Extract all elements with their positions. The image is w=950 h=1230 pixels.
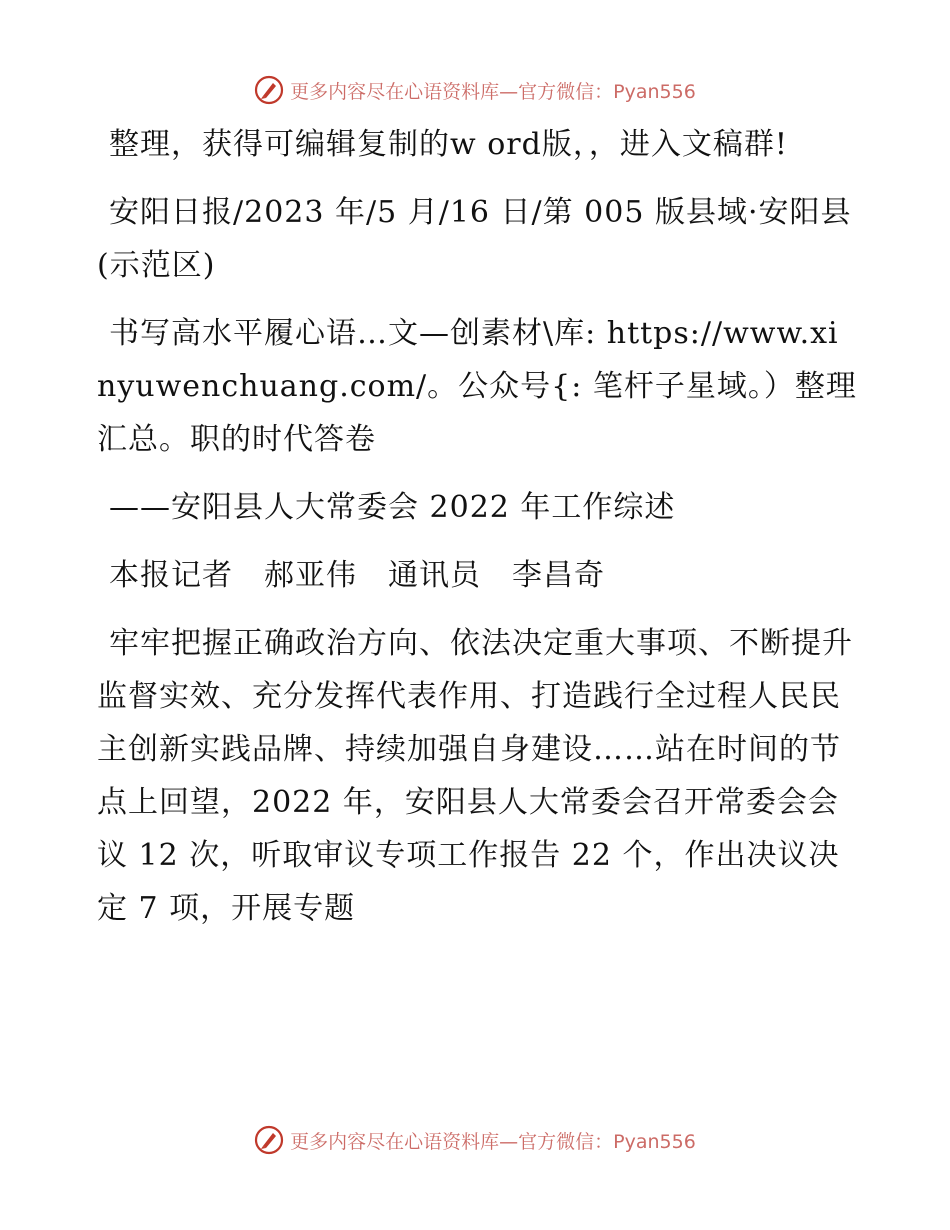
footer-banner xyxy=(0,1120,950,1160)
paragraph-title: 书写高水平履心语…文—创素材\库: https://www.xinyuwenchuang.com/。公众号{: 笔杆子星域。）整理汇总。职的时代答卷 xyxy=(97,316,857,457)
paragraph-byline: 本报记者 郝亚伟 通讯员 李昌奇 xyxy=(109,558,605,593)
paragraph-source: 安阳日报/2023 年/5 月/16 日/第 005 版县域·安阳县(示范区) xyxy=(97,195,852,283)
paragraph-body: 牢牢把握正确政治方向、依法决定重大事项、不断提升监督实效、充分发挥代表作用、打造践行全过程人民民主创新实践品牌、持续加强自身建设……站在时间的节点上回望，2022 年，安阳县人大常委会召开常委会会议 12 次，听取审议专项工作报告 22 个，作出决议决定 7 项，开展专题 xyxy=(97,626,853,926)
header-banner xyxy=(0,70,950,110)
pen-nib-logo-icon xyxy=(254,75,284,105)
document-body xyxy=(97,118,857,950)
banner-text: 更多内容尽在心语资料库—官方微信：Pyan556 xyxy=(290,1130,696,1153)
paragraph-intro: 整理，获得可编辑复制的w ord版，，进入文稿群! xyxy=(109,127,788,162)
banner-text: 更多内容尽在心语资料库—官方微信：Pyan556 xyxy=(290,80,696,103)
paragraph-subtitle: ——安阳县人大常委会 2022 年工作综述 xyxy=(109,490,676,525)
pen-nib-logo-icon xyxy=(254,1125,284,1155)
